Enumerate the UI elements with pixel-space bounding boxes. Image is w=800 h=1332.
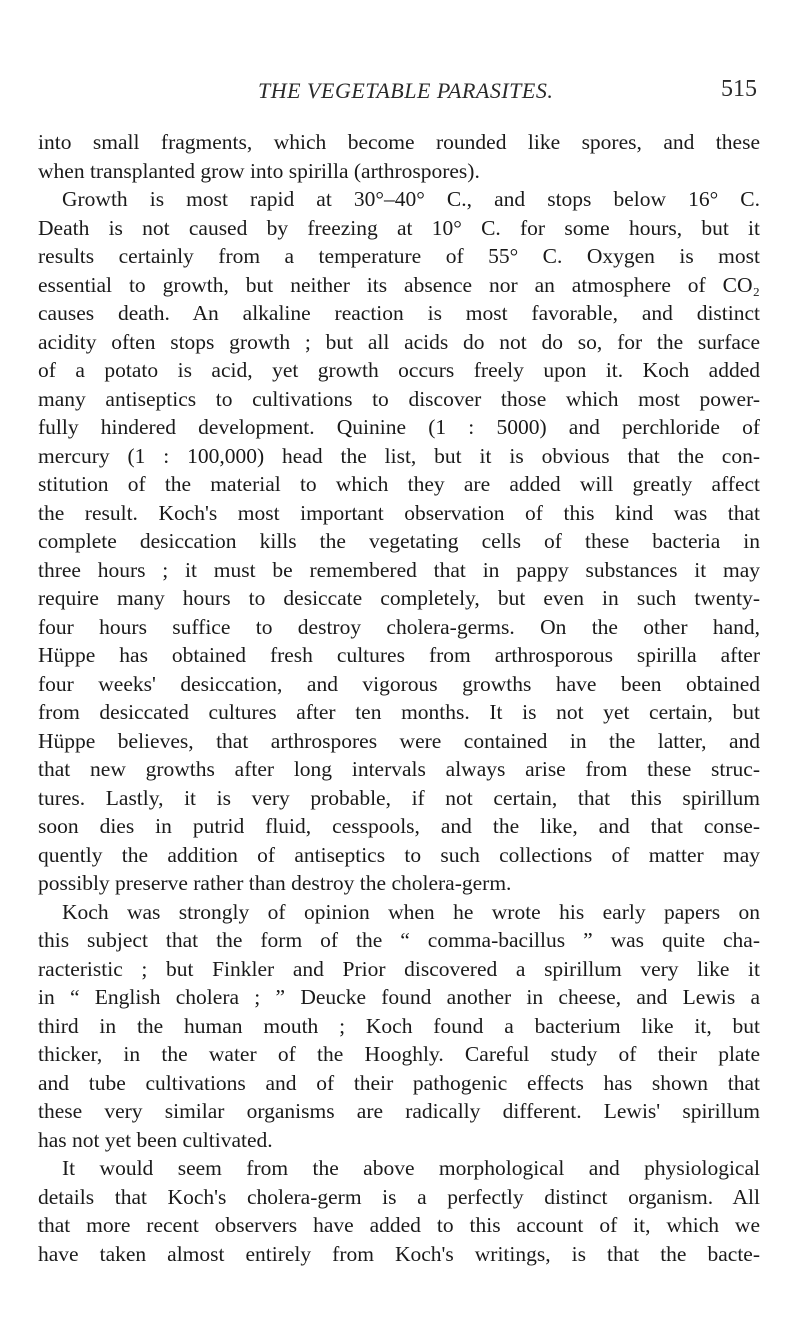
text-line: in “ English cholera ; ” Deucke found another in cheese, and Lewis a — [38, 985, 760, 1009]
text-line: quently the addition of antiseptics to such collections of matter may — [38, 842, 760, 867]
page-number: 515 — [721, 76, 757, 102]
text-line: this subject that the form of the “ comma-bacillus ” was quite cha- — [38, 928, 760, 952]
text-line: require many hours to desiccate completely, but even in such twenty- — [38, 586, 760, 610]
text-line: many antiseptics to cultivations to discover those which most power- — [38, 386, 760, 411]
text-line: have taken almost entirely from Koch's writings, is that the bacte- — [38, 1241, 760, 1266]
text-line: that more recent observers have added to this account of it, which we — [38, 1213, 760, 1237]
text-line: tures. Lastly, it is very probable, if not certain, that this spirillum — [38, 785, 760, 810]
text-line: causes death. An alkaline reaction is most favorable, and distinct — [38, 301, 760, 325]
text-line: thicker, in the water of the Hooghly. Careful study of their plate — [38, 1042, 760, 1066]
text-line: Hüppe believes, that arthrospores were contained in the latter, and — [38, 728, 760, 753]
text-line: when transplanted grow into spirilla (arthrospores). — [38, 158, 480, 183]
running-head — [0, 78, 800, 108]
text-line: three hours ; it must be remembered that in pappy substances it may — [38, 557, 760, 582]
text-line: soon dies in putrid fluid, cesspools, and the like, and that conse- — [38, 814, 760, 838]
text-line: of a potato is acid, yet growth occurs freely upon it. Koch added — [38, 358, 760, 382]
text-line: these very similar organisms are radically different. Lewis' spirillum — [38, 1099, 760, 1123]
text-line: Hüppe has obtained fresh cultures from arthrosporous spirilla after — [38, 643, 760, 667]
text-line: details that Koch's cholera-germ is a perfectly distinct organism. All — [38, 1184, 760, 1209]
text-line: fully hindered development. Quinine (1 : 5000) and perchloride of — [38, 415, 760, 439]
text-line: essential to growth, but neither its absence nor an atmosphere of CO₂ — [38, 272, 760, 297]
text-line: stitution of the material to which they are added will greatly affect — [38, 472, 760, 496]
text-line: results certainly from a temperature of 55° C. Oxygen is most — [38, 244, 760, 268]
text-line: has not yet been cultivated. — [38, 1127, 273, 1152]
text-line: Growth is most rapid at 30°–40° C., and stops below 16° C. — [62, 187, 760, 211]
text-line: from desiccated cultures after ten months. It is not yet certain, but — [38, 700, 760, 724]
text-line: possibly preserve rather than destroy the cholera-germ. — [38, 871, 512, 895]
text-line: and tube cultivations and of their pathogenic effects has shown that — [38, 1070, 760, 1095]
text-line: four hours suffice to destroy cholera-germs. On the other hand, — [38, 614, 760, 639]
text-line: that new growths after long intervals always arise from these struc- — [38, 757, 760, 781]
text-line: mercury (1 : 100,000) head the list, but it is obvious that the con- — [38, 443, 760, 468]
text-line: the result. Koch's most important observation of this kind was that — [38, 500, 760, 525]
text-line: Koch was strongly of opinion when he wrote his early papers on — [62, 899, 760, 924]
text-line: It would seem from the above morphological and physiological — [62, 1156, 760, 1180]
text-line: racteristic ; but Finkler and Prior discovered a spirillum very like it — [38, 956, 760, 981]
text-line: complete desiccation kills the vegetating cells of these bacteria in — [38, 529, 760, 553]
text-line: third in the human mouth ; Koch found a bacterium like it, but — [38, 1013, 760, 1038]
text-line: into small fragments, which become rounded like spores, and these — [38, 130, 760, 154]
running-title: THE VEGETABLE PARASITES. — [258, 78, 554, 103]
body-text — [38, 128, 760, 1268]
text-line: Death is not caused by freezing at 10° C. for some hours, but it — [38, 215, 760, 240]
text-line: four weeks' desiccation, and vigorous growths have been obtained — [38, 671, 760, 696]
text-line: acidity often stops growth ; but all acids do not do so, for the surface — [38, 329, 760, 354]
